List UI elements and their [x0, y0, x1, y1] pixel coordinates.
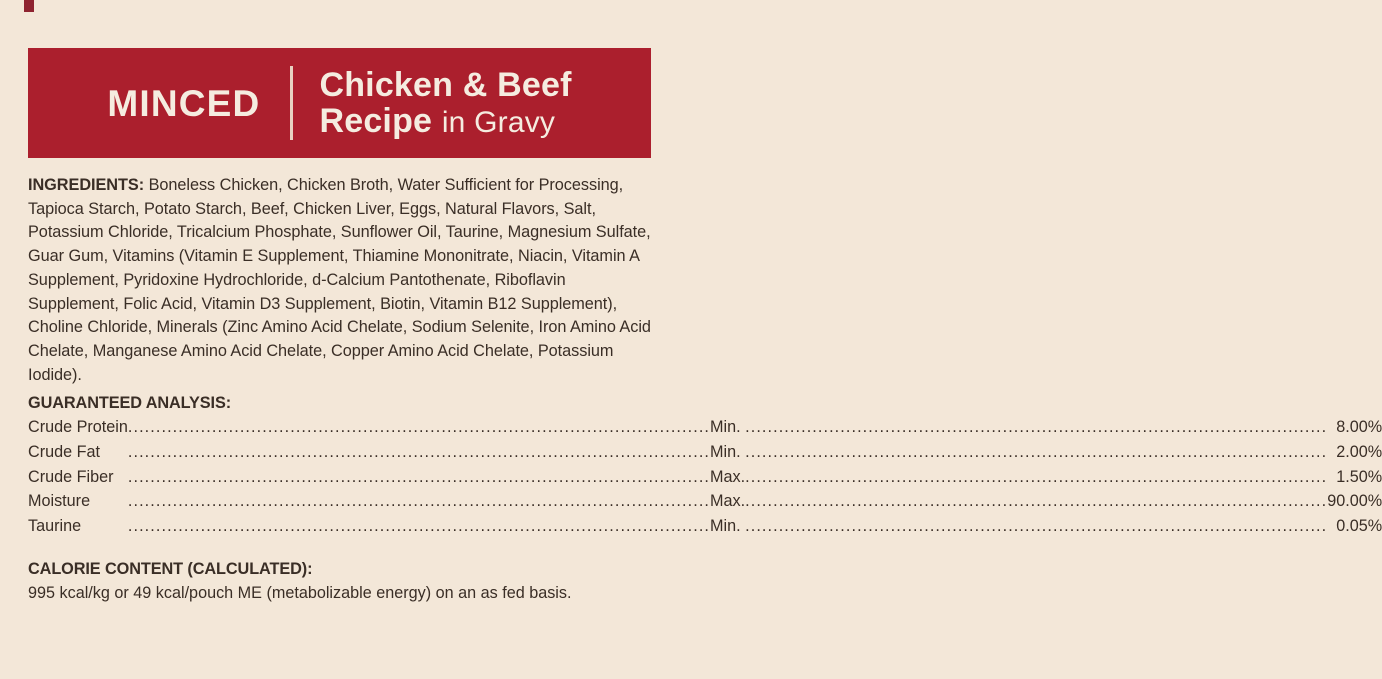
product-banner: [28, 48, 651, 158]
ga-nutrient-name: Crude Fat: [28, 442, 100, 461]
ga-dot-fill: ........................................................................................................: [745, 492, 1328, 511]
ga-nutrient-name: Moisture: [28, 492, 91, 511]
ga-dot-leader: [745, 514, 1327, 539]
product-title: [319, 67, 571, 139]
banner-divider: [290, 66, 293, 140]
ga-nutrient-value: 0.05%: [1336, 516, 1382, 535]
ga-limit-label: Max.: [710, 492, 746, 511]
ga-limit-label: Min.: [710, 418, 741, 437]
product-format-label: MINCED: [107, 82, 261, 124]
calorie-content-heading: CALORIE CONTENT (CALCULATED):: [28, 560, 313, 579]
ga-dot-leader: [128, 440, 710, 465]
banner-inner: [107, 66, 571, 140]
table-row: [28, 489, 1382, 514]
ga-nutrient-name: Taurine: [28, 516, 82, 535]
ga-dot-fill: ........................................................................................................: [127, 516, 711, 535]
ga-limit-label: Min.: [710, 516, 741, 535]
product-title-recipe: Recipe: [319, 102, 433, 140]
calorie-content-text: 995 kcal/kg or 49 kcal/pouch ME (metabolizable energy) on an as fed basis.: [28, 584, 572, 603]
product-title-line1: Chicken & Beef: [319, 65, 572, 104]
ga-dot-fill: ........................................................................................................: [745, 442, 1328, 461]
ga-dot-fill: ........................................................................................................: [127, 467, 711, 486]
ga-nutrient-name: Crude Fiber: [28, 467, 114, 486]
ga-dot-leader: [745, 440, 1327, 465]
ga-dot-leader: [128, 489, 710, 514]
ga-dot-fill: ........................................................................................................: [745, 418, 1328, 437]
ga-dot-leader: [128, 465, 710, 490]
ga-dot-leader: [128, 514, 710, 539]
ga-dot-fill: ........................................................................................................: [127, 492, 711, 511]
ga-limit-label: Min.: [710, 442, 741, 461]
ingredients-text: Boneless Chicken, Chicken Broth, Water Sufficient for Processing, Tapioca Starch, Potato Starch, Beef, Chicken Liver, Eggs, Natural Flavors, Salt, Potassium Chloride, Tricalcium Phosphate, Sunflower Oil, Taurine, Magnesium Sulfate, Guar Gum, Vitamins (Vitamin E Supplement, Thiamine Mononitrate, Niacin, Vitamin A Supplement, Pyridoxine Hydrochloride, d-Calcium Pantothenate, Riboflavin Supplement, Folic Acid, Vitamin D3 Supplement, Biotin, Vitamin B12 Supplement), Choline Chloride, Minerals (Zinc Amino Acid Chelate, Sodium Selenite, Iron Amino Acid Chelate, Manganese Amino Acid Chelate, Copper Amino Acid Chelate, Potassium Iodide).: [28, 176, 651, 384]
ingredients-heading: INGREDIENTS:: [28, 176, 145, 194]
ingredients-paragraph: [28, 174, 651, 387]
ga-dot-fill: ........................................................................................................: [745, 467, 1328, 486]
guaranteed-analysis-table: [28, 415, 1382, 538]
ga-dot-leader: [745, 465, 1327, 490]
ga-dot-fill: ........................................................................................................: [745, 516, 1328, 535]
registration-mark: [24, 0, 34, 12]
ga-nutrient-value: 90.00%: [1327, 492, 1382, 511]
product-title-in-gravy: in Gravy: [441, 106, 556, 139]
ga-limit-label: Max.: [710, 467, 746, 486]
ga-dot-fill: ........................................................................................................: [127, 418, 711, 437]
table-row: [28, 465, 1382, 490]
product-title-line2: [319, 103, 571, 139]
table-row: [28, 440, 1382, 465]
ga-dot-fill: ........................................................................................................: [127, 442, 711, 461]
table-row: [28, 415, 1382, 440]
ga-nutrient-value: 1.50%: [1336, 467, 1382, 486]
ga-dot-leader: [745, 489, 1327, 514]
table-row: [28, 514, 1382, 539]
label-content: [28, 48, 1382, 606]
ga-dot-leader: [745, 415, 1327, 440]
ga-nutrient-value: 2.00%: [1336, 442, 1382, 461]
ga-dot-leader: [128, 415, 710, 440]
ga-nutrient-name: Crude Protein: [28, 418, 128, 437]
guaranteed-analysis-heading: GUARANTEED ANALYSIS:: [28, 394, 232, 413]
ga-nutrient-value: 8.00%: [1336, 418, 1382, 437]
